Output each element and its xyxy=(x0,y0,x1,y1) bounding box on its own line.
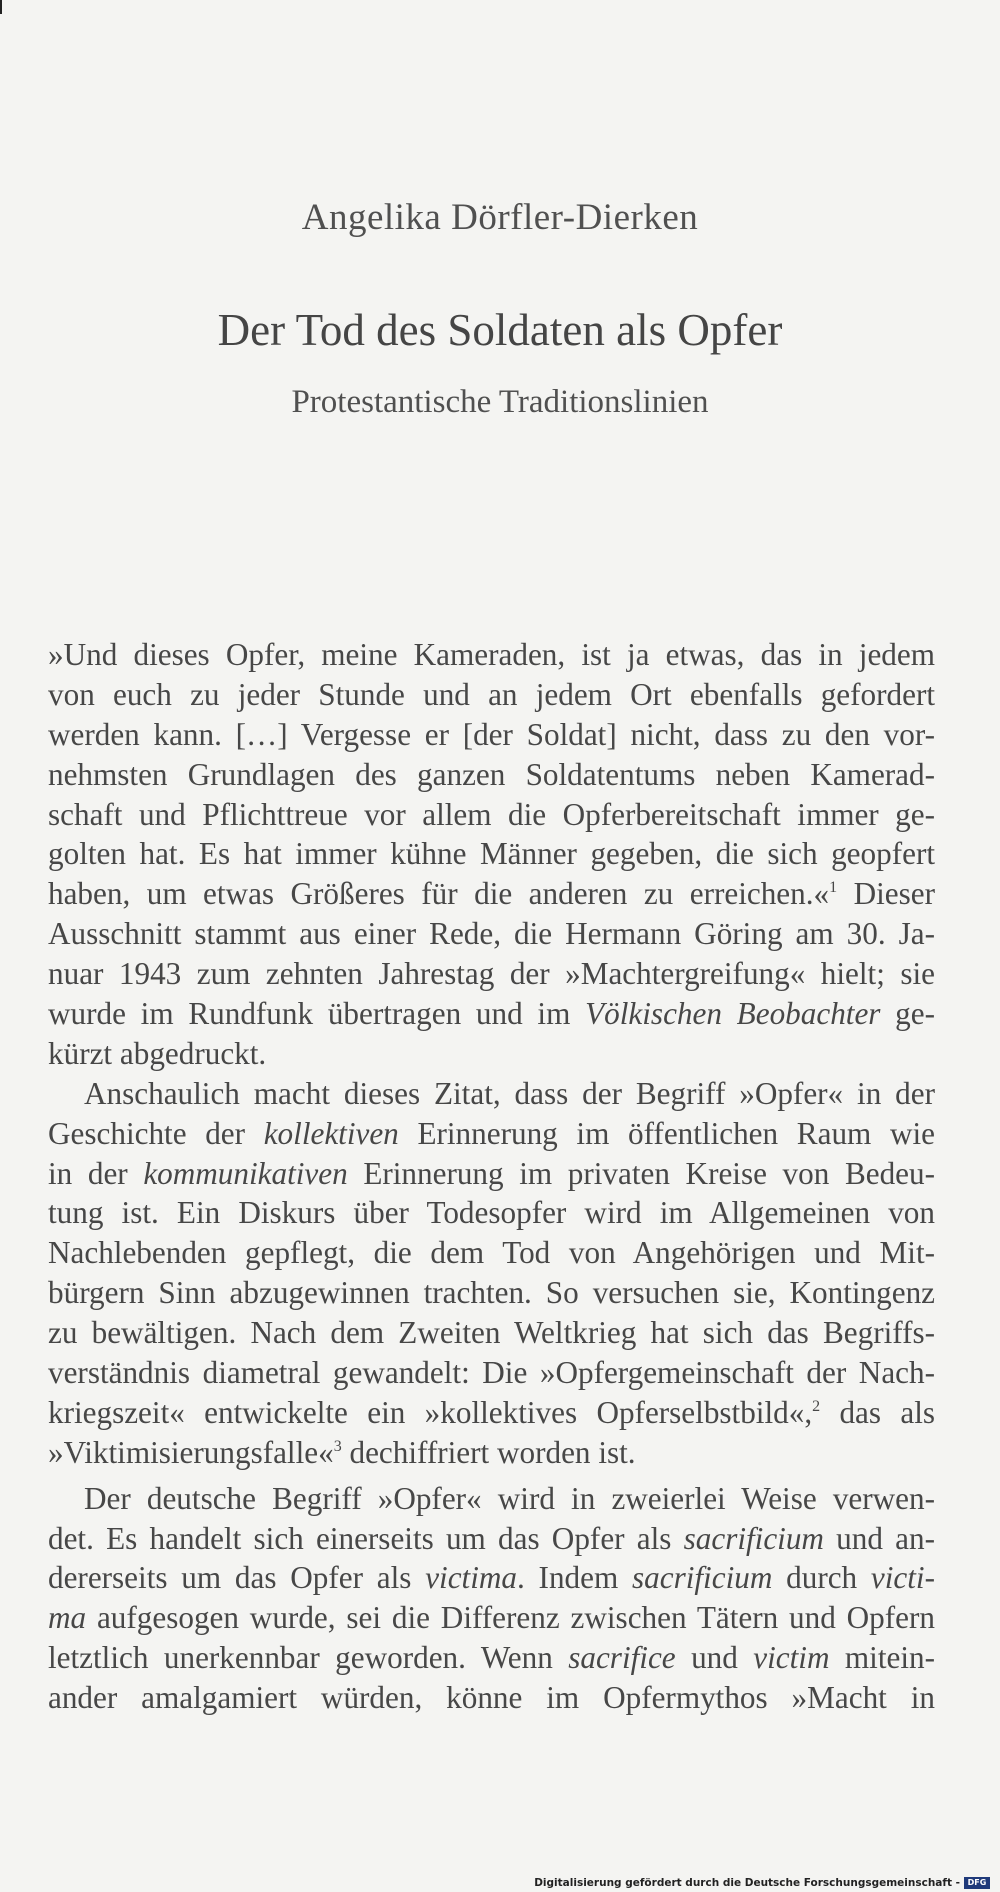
text-line: golten hat. Es hat immer kühne Männer gegeben, die sich geopfert xyxy=(48,836,935,872)
text-line: verständnis diametral gewandelt: Die »Opfergemeinschaft der Nach- xyxy=(48,1355,935,1391)
text-line: Anschaulich macht dieses Zitat, dass der Begriff »Opfer« in der xyxy=(84,1075,935,1111)
text-line: dererseits um das Opfer als victima. Indem sacrificium durch victi- xyxy=(48,1560,935,1596)
text-line: Nachlebenden gepflegt, die dem Tod von Angehörigen und Mit- xyxy=(48,1235,935,1271)
digitization-credit-text: Digitalisierung gefördert durch die Deutsche Forschungsgemeinschaft - xyxy=(534,1877,960,1889)
text-line: schaft und Pflichttreue vor allem die Opferbereitschaft immer ge- xyxy=(48,796,935,832)
paragraph-2 xyxy=(48,1074,935,1473)
scan-corner-mark xyxy=(0,0,2,14)
text-line: tung ist. Ein Diskurs über Todesopfer wird im Allgemeinen von xyxy=(48,1195,935,1231)
text-line: kriegszeit« entwickelte ein »kollektives Opferselbstbild«,$^2$ das als xyxy=(48,1394,936,1430)
text-line: zu bewältigen. Nach dem Zweiten Weltkrieg hat sich das Begriffs- xyxy=(48,1315,935,1351)
text-line: nehmsten Grundlagen des ganzen Soldatentums neben Kamerad- xyxy=(48,756,935,792)
paragraph-1 xyxy=(48,635,935,1074)
paragraph-3 xyxy=(48,1479,935,1718)
body-text xyxy=(48,635,935,1718)
text-line: det. Es handelt sich einerseits um das Opfer als sacrificium und an- xyxy=(48,1520,935,1556)
text-line: Ausschnitt stammt aus einer Rede, die Hermann Göring am 30. Ja- xyxy=(48,916,935,952)
text-line: letztlich unerkennbar geworden. Wenn sacrifice und victim mitein- xyxy=(48,1640,935,1676)
author-name: Angelika Dörfler-Dierken xyxy=(301,197,699,238)
text-line: Der deutsche Begriff »Opfer« wird in zweierlei Weise verwen- xyxy=(84,1480,935,1516)
text-line: in der kommunikativen Erinnerung im privaten Kreise von Bedeu- xyxy=(48,1155,935,1191)
chapter-subtitle: Protestantische Traditionslinien xyxy=(291,384,709,420)
text-line: ander amalgamiert würden, könne im Opfermythos »Macht in xyxy=(48,1680,935,1716)
text-line: werden kann. […] Vergesse er [der Soldat] nicht, dass zu den vor- xyxy=(48,716,935,752)
chapter-title: Der Tod des Soldaten als Opfer xyxy=(217,305,783,355)
text-line: ma aufgesogen wurde, sei die Differenz zwischen Tätern und Opfern xyxy=(48,1600,935,1636)
text-line: Geschichte der kollektiven Erinnerung im öffentlichen Raum wie xyxy=(48,1115,935,1151)
text-line: bürgern Sinn abzugewinnen trachten. So versuchen sie, Kontingenz xyxy=(48,1275,935,1311)
text-line: »Und dieses Opfer, meine Kameraden, ist ja etwas, das in jedem xyxy=(48,637,935,672)
text-line: nuar 1943 zum zehnten Jahrestag der »Machtergreifung« hielt; sie xyxy=(48,956,935,992)
digitization-credit xyxy=(534,1877,990,1889)
dfg-logo-icon: DFG xyxy=(964,1877,990,1889)
text-line: wurde im Rundfunk übertragen und im Völkischen Beobachter ge- xyxy=(48,996,935,1032)
text-line: haben, um etwas Größeres für die anderen zu erreichen.«$^1$ Dieser xyxy=(48,876,935,912)
text-line: »Viktimisierungsfalle«$^3$ dechiffriert worden ist. xyxy=(48,1434,636,1470)
text-line: kürzt abgedruckt. xyxy=(48,1035,267,1071)
text-line: von euch zu jeder Stunde und an jedem Ort ebenfalls gefordert xyxy=(48,676,935,712)
